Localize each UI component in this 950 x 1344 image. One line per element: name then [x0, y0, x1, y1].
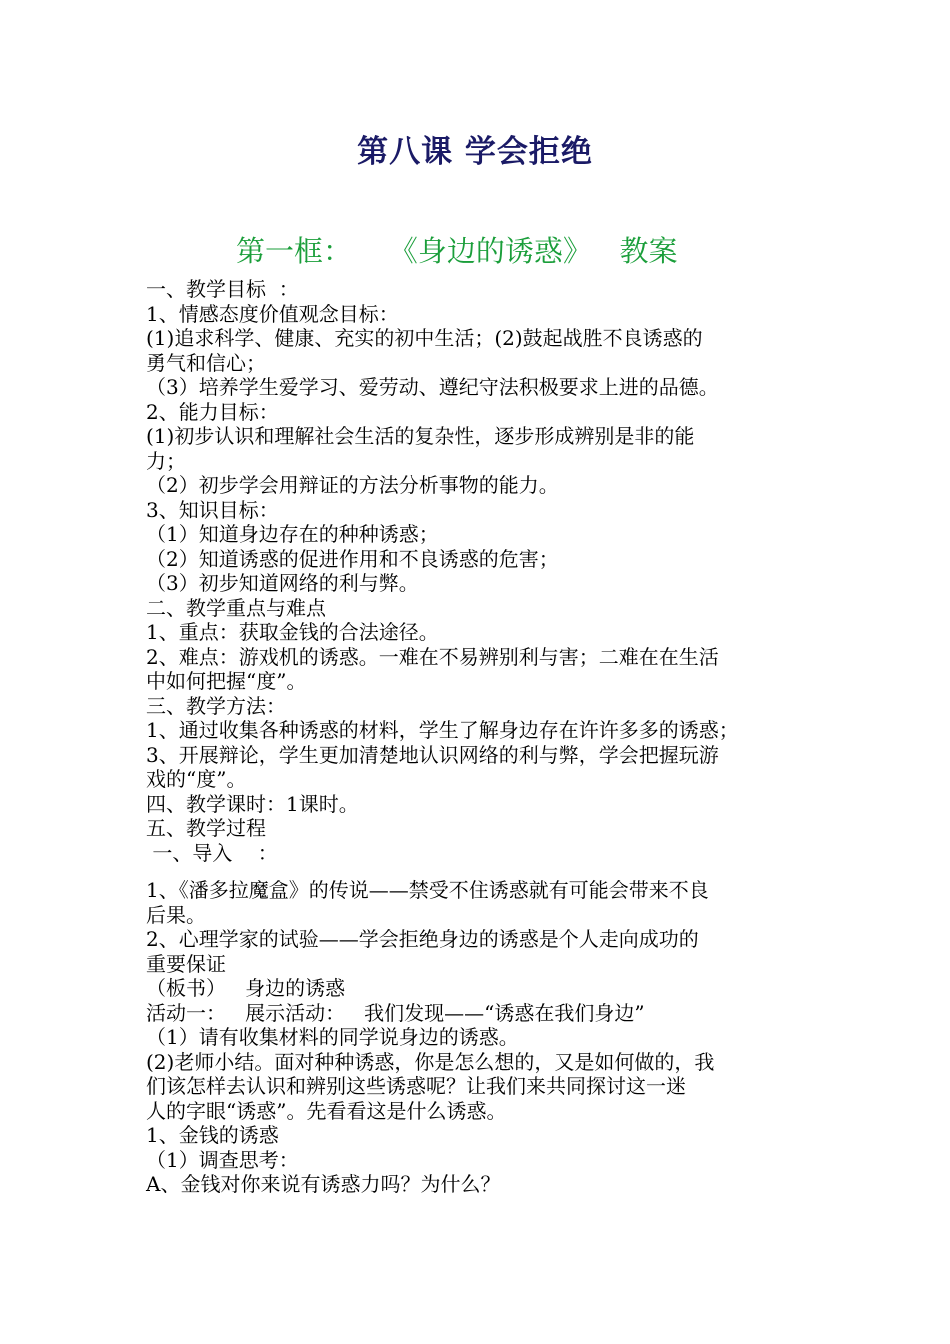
- page-subtitle: 第一框： 《身边的诱惑》 教案: [236, 234, 678, 268]
- text-line: A、金钱对你来说有诱惑力吗？为什么？: [146, 1172, 501, 1196]
- text-line: 四、教学课时：1课时。: [146, 791, 359, 816]
- text-line: 2、能力目标：: [146, 399, 279, 424]
- text-line: 1、情感态度价值观念目标：: [146, 301, 399, 326]
- text-line: 重要保证: [146, 951, 226, 976]
- text-line: 五、教学过程: [146, 816, 266, 840]
- text-line: 三、教学方法：: [146, 693, 286, 718]
- text-line: 1、通过收集各种诱惑的材料，学生了解身边存在许许多多的诱惑；: [146, 718, 739, 742]
- text-line: 二、教学重点与难点: [146, 595, 326, 620]
- text-line: 戏的“度”。: [146, 767, 247, 791]
- text-line: （1）知道身边存在的种种诱惑；: [146, 522, 439, 546]
- text-line: 2、心理学家的试验——学会拒绝身边的诱惑是个人走向成功的: [146, 927, 699, 951]
- text-line: [146, 865, 836, 878]
- text-line: 们该怎样去认识和辨别这些诱惑呢？让我们来共同探讨这一迷: [146, 1074, 686, 1098]
- text-line: 1、重点：获取金钱的合法途径。: [146, 620, 439, 644]
- text-line: （3）培养学生爱学习、爱劳动、遵纪守法积极要求上进的品德。: [146, 375, 719, 399]
- text-line: 3、知识目标：: [146, 497, 279, 522]
- text-line: (2)老师小结。面对种种诱惑，你是怎么想的，又是如何做的，我: [146, 1049, 715, 1074]
- text-line: 3、开展辩论，学生更加清楚地认识网络的利与弊，学会把握玩游: [146, 742, 719, 767]
- text-line: 1、金钱的诱惑: [146, 1123, 279, 1147]
- text-line: 后果。: [146, 902, 206, 927]
- text-line: 活动一： 展示活动： 我们发现——“诱惑在我们身边”: [146, 1000, 645, 1025]
- page-title: 第八课 学会拒绝: [357, 134, 593, 170]
- text-line: 中如何把握“度”。: [146, 669, 307, 693]
- text-line: （2）知道诱惑的促进作用和不良诱惑的危害；: [146, 546, 559, 571]
- text-line: 一、教学目标 ：: [146, 277, 299, 301]
- text-line: 2、难点：游戏机的诱惑。一难在不易辨别利与害；二难在在生活: [146, 644, 719, 669]
- document-body: [146, 277, 836, 1197]
- text-line: （1）调查思考：: [146, 1147, 299, 1172]
- text-line: (1)初步认识和理解社会生活的复杂性，逐步形成辨别是非的能: [146, 424, 695, 448]
- text-line: （1）请有收集材料的同学说身边的诱惑。: [146, 1025, 519, 1049]
- text-line: 1、《潘多拉魔盒》的传说——禁受不住诱惑就有可能会带来不良: [146, 878, 709, 902]
- text-line: （3）初步知道网络的利与弊。: [146, 571, 419, 595]
- text-line: 勇气和信心；: [146, 350, 266, 375]
- text-line: 人的字眼“诱惑”。先看看这是什么诱惑。: [146, 1098, 507, 1123]
- text-line: （2）初步学会用辩证的方法分析事物的能力。: [146, 473, 559, 497]
- text-line: (1)追求科学、健康、充实的初中生活；(2)鼓起战胜不良诱惑的: [146, 326, 703, 350]
- text-line: 力；: [146, 448, 186, 473]
- text-line: 一、导入 ：: [146, 840, 278, 865]
- text-line: （板书） 身边的诱惑: [146, 976, 346, 1000]
